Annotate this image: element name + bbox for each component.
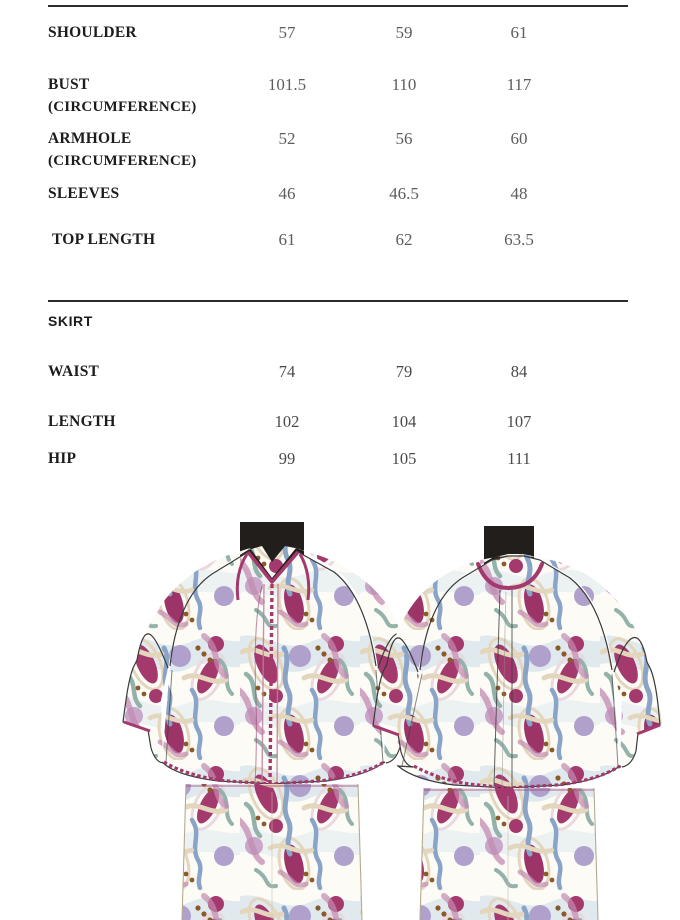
row-label: WAIST bbox=[48, 363, 100, 380]
row-value-l: 48 bbox=[510, 184, 528, 203]
row-label: LENGTH bbox=[48, 413, 116, 430]
row-value-s: 101.5 bbox=[267, 75, 307, 94]
row-value-l: 63.5 bbox=[504, 230, 534, 249]
row-value-m: 59 bbox=[395, 23, 413, 42]
row-label: HIP bbox=[48, 450, 77, 467]
row-value-s: 52 bbox=[278, 129, 296, 148]
row-label: SHOULDER bbox=[48, 24, 137, 41]
chart-divider-skirt bbox=[48, 300, 628, 302]
row-label bbox=[48, 74, 196, 118]
row-label bbox=[48, 128, 196, 172]
row-label-sub: (CIRCUMFERENCE) bbox=[48, 99, 197, 115]
row-value-l: 60 bbox=[510, 129, 528, 148]
row-value-m: 110 bbox=[391, 75, 417, 94]
chart-divider-top bbox=[48, 5, 628, 7]
section-heading-skirt: SKIRT bbox=[48, 313, 93, 329]
row-label: SLEEVES bbox=[48, 185, 120, 202]
row-value-l: 84 bbox=[510, 362, 528, 381]
row-value-s: 102 bbox=[274, 412, 300, 431]
row-value-s: 99 bbox=[278, 449, 296, 468]
row-value-s: 46 bbox=[278, 184, 296, 203]
row-value-m: 56 bbox=[395, 129, 413, 148]
row-value-m: 62 bbox=[395, 230, 413, 249]
row-label-main: BUST bbox=[48, 76, 90, 93]
garment-illustration bbox=[0, 500, 680, 920]
row-label: TOP LENGTH bbox=[52, 231, 156, 248]
front-center-placket bbox=[270, 584, 272, 784]
row-value-s: 74 bbox=[278, 362, 296, 381]
row-value-s: 57 bbox=[278, 23, 296, 42]
row-label-sub: (CIRCUMFERENCE) bbox=[48, 153, 197, 169]
row-value-l: 107 bbox=[506, 412, 532, 431]
row-value-m: 104 bbox=[391, 412, 417, 431]
row-value-l: 111 bbox=[507, 449, 531, 468]
row-value-l: 61 bbox=[510, 23, 528, 42]
row-label-main: ARMHOLE bbox=[48, 130, 132, 147]
row-value-s: 61 bbox=[278, 230, 296, 249]
row-value-l: 117 bbox=[506, 75, 532, 94]
row-value-m: 105 bbox=[391, 449, 417, 468]
row-value-m: 79 bbox=[395, 362, 413, 381]
row-value-m: 46.5 bbox=[389, 184, 419, 203]
